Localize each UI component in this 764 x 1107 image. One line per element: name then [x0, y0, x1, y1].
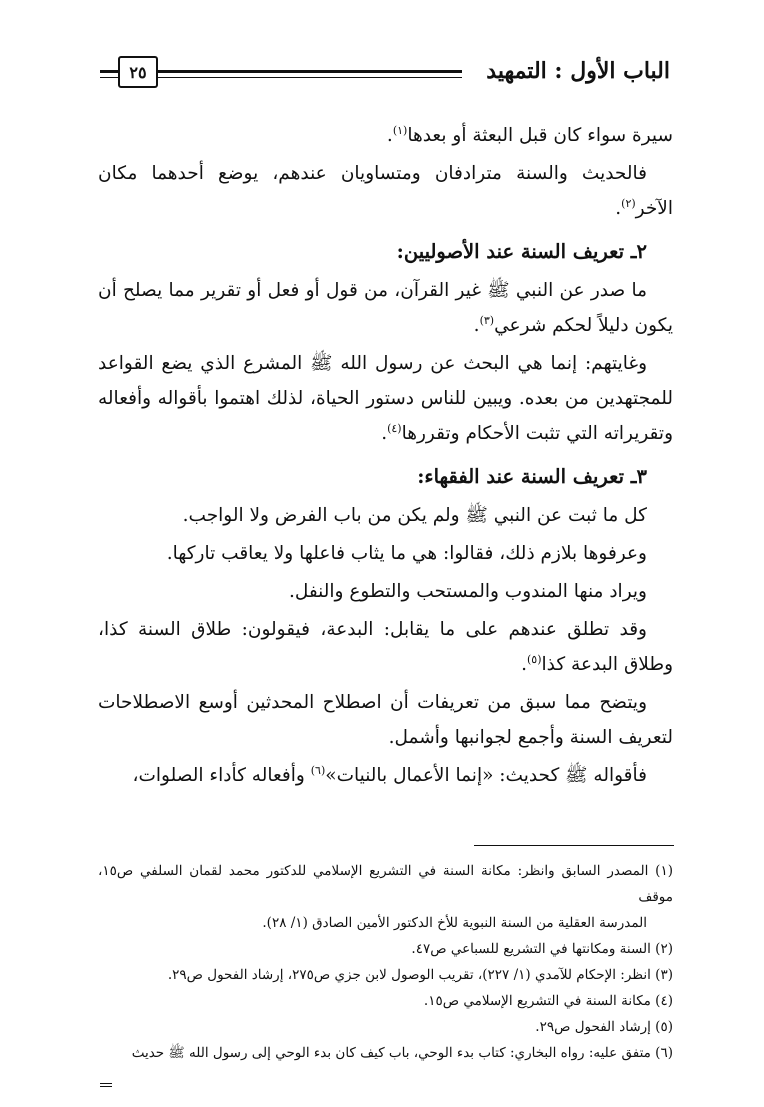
footnote: (٢) السنة ومكانتها في التشريع للسباعي ص٤٧.	[411, 941, 673, 957]
continuation-mark	[100, 1083, 112, 1087]
paragraph: فأقواله ﷺ كحديث: «إنما الأعمال بالنيات»$^{(٦)}$ وأفعاله كأداء الصلوات،	[132, 763, 647, 786]
header-rule	[152, 70, 462, 78]
paragraph: فالحديث والسنة مترادفان ومتساويان عندهم، يوضع أحدهما مكان الآخر$^{(٢)}$.	[98, 163, 673, 219]
section-heading: ٢ـ تعريف السنة عند الأصوليين:	[396, 240, 647, 263]
paragraph: ما صدر عن النبي ﷺ غير القرآن، من قول أو فعل أو تقرير مما يصلح أن يكون دليلاً لحكم شرعي$^{(٣)}$.	[98, 280, 673, 336]
paragraph: كل ما ثبت عن النبي ﷺ ولم يكن من باب الفرض ولا الواجب.	[182, 505, 647, 526]
footnote-ref: (٣)	[479, 313, 495, 327]
footnote: (١) المصدر السابق وانظر: مكانة السنة في التشريع الإسلامي للدكتور محمد لقمان السلفي ص١٥، موقف	[98, 863, 673, 905]
footnote-ref: (٥)	[526, 652, 542, 666]
running-title: الباب الأول : التمهيد	[486, 58, 670, 84]
section-heading: ٣ـ تعريف السنة عند الفقهاء:	[417, 465, 647, 488]
footnote-separator	[474, 845, 674, 846]
paragraph: ويتضح مما سبق من تعريفات أن اصطلاح المحدثين أوسع الاصطلاحات لتعريف السنة وأجمع لجوانبها وأشمل.	[98, 692, 673, 748]
header-rule-end	[100, 70, 118, 78]
footnote-ref: (١)	[392, 123, 408, 137]
paragraph: وعرفوها بلازم ذلك، فقالوا: هي ما يثاب فاعلها ولا يعاقب تاركها.	[166, 543, 647, 564]
footnote-ref: (٤)	[387, 421, 402, 435]
paragraph: ويراد منها المندوب والمستحب والتطوع والنفل.	[288, 581, 647, 602]
paragraph: وغايتهم: إنما هي البحث عن رسول الله ﷺ المشرع الذي يضع القواعد للمجتهدين من بعده. ويبين للناس دستور الحياة، لذلك اهتموا بأقواله وأفعاله وتقريراته التي تثبت الأحكام وتقررها$^{(٤)}$.	[98, 353, 673, 444]
page-header	[100, 56, 670, 92]
footnote: (٥) إرشاد الفحول ص٢٩.	[535, 1019, 673, 1035]
paragraph: سيرة سواء كان قبل البعثة أو بعدها$^{(١)}$.	[386, 123, 673, 146]
footnote-continuation: المدرسة العقلية من السنة النبوية للأخ الدكتور الأمين الصادق (١/ ٢٨).	[262, 915, 647, 931]
footnote: (٤) مكانة السنة في التشريع الإسلامي ص١٥.	[423, 993, 673, 1009]
footnote: (٣) انظر: الإحكام للآمدي (١/ ٢٢٧)، تقريب الوصول لابن جزي ص٢٧٥، إرشاد الفحول ص٢٩.	[167, 967, 673, 983]
footnote-ref: (٢)	[621, 196, 636, 210]
page-number: ٢٥	[118, 56, 158, 88]
footnote: (٦) متفق عليه: رواه البخاري: كتاب بدء الوحي، باب كيف كان بدء الوحي إلى رسول الله ﷺ حديث	[131, 1045, 673, 1061]
main-text	[98, 118, 673, 796]
footnotes	[98, 858, 673, 1066]
paragraph: وقد تطلق عندهم على ما يقابل: البدعة، فيقولون: طلاق السنة كذا، وطلاق البدعة كذا$^{(٥)}$.	[98, 619, 673, 675]
footnote-ref: (٦)	[310, 763, 326, 777]
